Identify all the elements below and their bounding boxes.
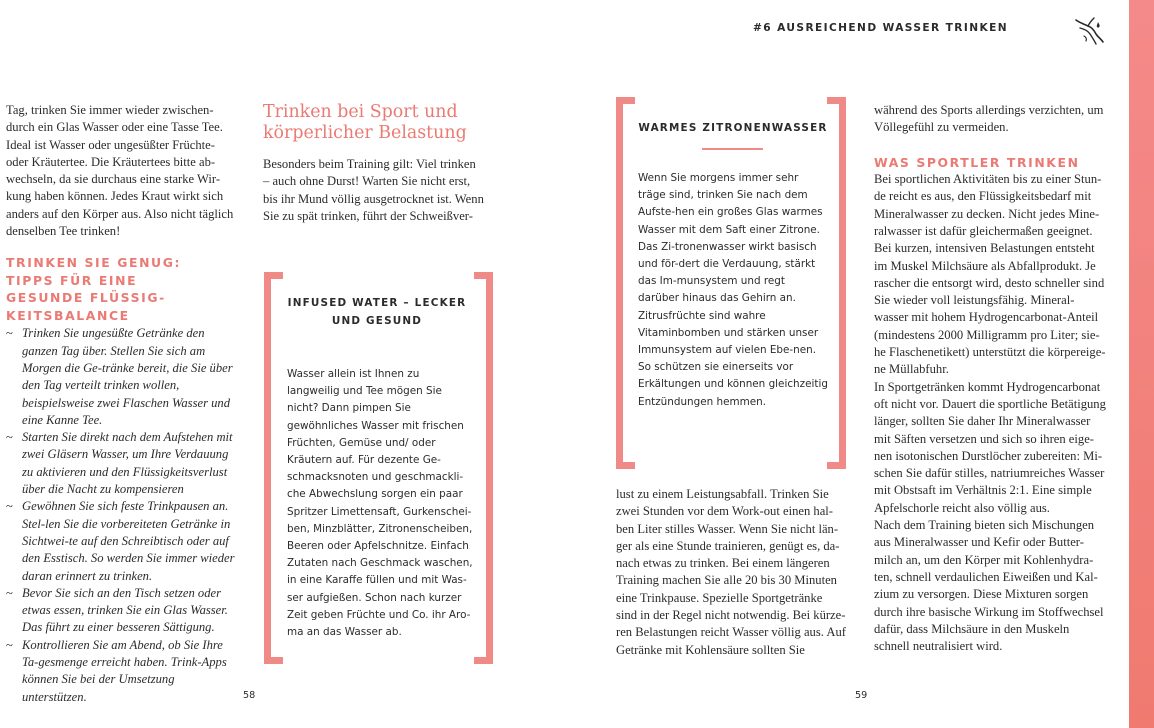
box-body: Wenn Sie morgens immer sehr träge sind, trinken Sie nach dem Aufste-hen ein großes Glas warmes Wasser mit dem Saft einer Zitrone. Das Zi-tronenwasser wirkt basisch und för-dert die Verdauung, stärkt das Im-munsystem und regt darüber hinaus das Gehirn an. Zitrusfrüchte sind wahre Vitaminbomben und stärken unser Immunsystem auf vielen Ebe-nen. So schützen sie einerseits vor Erkältungen und können gleichzeitig Entzündungen hemmen. <box>638 172 828 408</box>
col1-heading: TRINKEN SIE GENUG: TIPPS FÜR EINE GESUNDE FLÜSSIG-KEITSBALANCE <box>6 255 182 323</box>
infused-water-box <box>287 294 475 641</box>
section-heading: Trinken bei Sport und körperlicher Belastung <box>263 102 467 143</box>
list-item: ~ Trinken Sie ungesüßte Getränke den ganzen Tag über. Stellen Sie sich am Morgen die Ge-tränke bereit, die Sie über den Tag verteilt trinken wollen, beispielsweise zwei Flaschen Wasser und eine Kanne Tee. <box>6 326 233 427</box>
lemon-water-box <box>638 119 828 411</box>
bracket-left <box>616 97 635 469</box>
tips-list <box>6 325 238 706</box>
col2-body: Besonders beim Training gilt: Viel trinken – auch ohne Durst! Warten Sie nicht erst, bis ihr Mund völlig ausgetrocknet ist. Wenn Sie zu spät trinken, führt der Schweißver- <box>263 157 484 223</box>
column-3 <box>616 486 846 659</box>
box-title: INFUSED WATER – LECKER UND GESUND <box>287 297 467 327</box>
col4-p3: Nach dem Training bieten sich Mischungen aus Mineralwasser und Kefir oder Butter-milch an, um den Körper mit Kohlenhydra-ten, schnell verdaulichen Eiweißen und Kal-zium zu versorgen. Diese Mixturen sorgen durch ihre basische Wirkung im Stoffwechsel dafür, dass Milchsäure in den Muskeln schnell neutralisiert wird. <box>874 518 1104 654</box>
divider <box>702 148 763 150</box>
box-title: WARMES ZITRONENWASSER <box>638 122 828 134</box>
bracket-left <box>264 272 283 664</box>
hand-water-drop-icon <box>1072 14 1106 48</box>
page-number-left: 58 <box>243 690 256 701</box>
column-4 <box>874 102 1106 655</box>
bracket-right <box>474 272 493 664</box>
color-strip <box>1129 0 1154 728</box>
col3-body: lust zu einem Leistungsabfall. Trinken Sie zwei Stunden vor dem Work-out einen hal-ben Liter stilles Wasser. Wenn Sie nicht län-ger als eine Stunde trainieren, genügt es, da-nach etwas zu trinken. Bei einem längeren Training machen Sie alle 20 bis 30 Minuten eine Trinkpause. Spezielle Sportgetränke sind in der Regel nicht notwendig. Bei kürze-ren Belastungen reicht Wasser völlig aus. Auf Getränke mit Kohlensäure sollten Sie <box>616 487 846 657</box>
col4-heading: WAS SPORTLER TRINKEN <box>874 154 1080 170</box>
col4-intro: während des Sports allerdings verzichten, um Völlegefühl zu vermeiden. <box>874 103 1104 135</box>
col4-p1: Bei sportlichen Aktivitäten bis zu einer Stun-de reicht es aus, den Flüssigkeitsbedarf mit Mineralwasser zu decken. Nicht jedes Mine-ralwasser ist dafür gleichermaßen geeignet. Bei kurzen, intensiven Belastungen entsteht im Muskel Milchsäure als Abfallprodukt. Je rascher die entsorgt wird, desto schneller sind Sie wieder voll leistungsfähig. Mineral-wasser mit hohem Hydrogencarbonat-Anteil (mindestens 2000 Milligramm pro Liter; sie-he Flaschenetikett) unterstützt die körpereige-ne Müllabfuhr. <box>874 172 1106 377</box>
column-2 <box>263 102 495 225</box>
box-body: Wasser allein ist Ihnen zu langweilig und Tee mögen Sie nicht? Dann pimpen Sie gewöhnliches Wasser mit frischen Früchten, Gemüse und/ oder Kräutern auf. Für dezente Ge-schmacksnoten und geschmackli-che Abwechslung sorgen ein paar Spritzer Limettensaft, Gurkenschei-ben, Minzblätter, Zitronenscheiben, Beeren oder Apfelschnitze. Einfach Zutaten nach Geschmack waschen, in eine Karaffe füllen und mit Was-ser aufgießen. Schon nach kurzer Zeit geben Früchte und Co. ihr Aro-ma an das Wasser ab. <box>287 368 473 639</box>
list-item: ~ Gewöhnen Sie sich feste Trinkpausen an. Stel-len Sie die vorbereiteten Getränke in Sichtwei-te auf den Schreibtisch oder auf den Esstisch. So werden Sie immer wieder daran erinnert zu trinken. <box>6 499 235 583</box>
list-item: ~ Starten Sie direkt nach dem Aufstehen mit zwei Gläsern Wasser, um Ihre Verdauung zu aktivieren und den Flüssigkeitsverlust über die Nacht zu kompensieren <box>6 430 233 497</box>
col1-intro: Tag, trinken Sie immer wieder zwischen-durch ein Glas Wasser oder eine Tasse Tee. Ideal ist Wasser oder ungesüßter Früchte- oder Kräutertee. Die Kräutertees bitte ab-wechseln, da sie durchaus eine starke Wir-kung haben können. Jedes Kraut wirkt sich anders auf den Körper aus. Also nicht täglich denselben Tee trinken! <box>6 103 234 239</box>
running-head: #6 AUSREICHEND WASSER TRINKEN <box>753 22 1008 34</box>
page-number-right: 59 <box>855 690 868 701</box>
bracket-right <box>827 97 846 469</box>
list-item: ~ Kontrollieren Sie am Abend, ob Sie Ihre Ta-gesmenge erreicht haben. Trink-Apps können Sie bei der Umsetzung unterstützen. <box>6 637 227 704</box>
col4-p2: In Sportgetränken kommt Hydrogencarbonat oft nicht vor. Dauert die sportliche Betätigung länger, sollten Sie daher Ihr Mineralwasser mit Säften versetzen und sich so ihren eige-nen isotonischen Durstlöcher zubereiten: Mi-schen Sie dafür stilles, natriumreiches Wasser mit Obstsaft im Verhältnis 2:1. Eine simple Apfelschorle reicht also völlig aus. <box>874 379 1106 515</box>
list-item: ~ Bevor Sie sich an den Tisch setzen oder etwas essen, trinken Sie ein Glas Wasser. Das führt zu einer besseren Sättigung. <box>6 585 228 635</box>
column-1 <box>6 102 238 706</box>
